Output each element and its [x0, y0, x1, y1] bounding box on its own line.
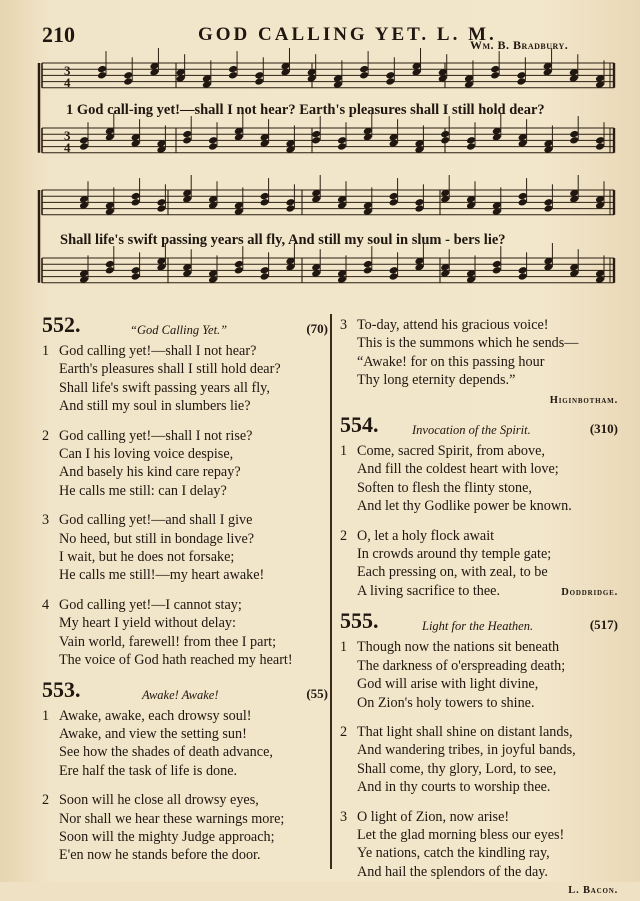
verse-line: Ere half the task of life is done. [59, 762, 238, 779]
note-head [156, 204, 166, 213]
note-head [543, 198, 553, 207]
note-head [466, 136, 476, 145]
stanza [42, 511, 328, 585]
verse-line: Though now the nations sit beneath [357, 639, 560, 656]
verse-line: O, let a holy flock await [357, 527, 495, 544]
verse-line: Each pressing on, with zeal, to be [357, 564, 548, 581]
note-head [131, 198, 141, 207]
verse-line: God will arise with light divine, [357, 676, 539, 693]
verse-line: To-day, attend his gracious voice! [357, 317, 549, 333]
verse-line: Shall come, thy glory, Lord, to see, [357, 760, 557, 777]
note-head [208, 142, 218, 151]
hymn-number: 553. [42, 676, 81, 702]
note-head [569, 136, 579, 145]
note-head [385, 71, 395, 80]
note-head [79, 142, 89, 151]
verse-number: 2 [340, 723, 348, 740]
verse-line: Shall life's swift passing years all fly, [59, 379, 270, 396]
note-head [285, 204, 295, 213]
verse-line: The voice of God hath reached my heart! [59, 652, 293, 669]
stanza [42, 427, 328, 501]
note-head [569, 130, 579, 139]
verse-number: 2 [42, 792, 50, 809]
verse-number: 4 [42, 596, 50, 613]
hymn-title: “God Calling Yet.” [130, 323, 228, 337]
hymn-code: (310) [589, 421, 618, 437]
verse-line: O light of Zion, now arise! [357, 808, 510, 825]
verse-line: God calling yet!—shall I not hear? [59, 343, 257, 359]
hymn-title: Invocation of the Spirit. [412, 423, 531, 438]
note-head [490, 71, 500, 80]
hymn-header [340, 412, 618, 442]
time-signature: 4 [64, 140, 71, 155]
verse-line: And in thy courts to worship thee. [357, 779, 551, 796]
note-head [254, 77, 264, 86]
verse-line: Soon will he close all drowsy eyes, [59, 792, 259, 809]
stanza [340, 527, 618, 601]
note-head [156, 198, 166, 207]
hymn-552 [42, 312, 328, 670]
hymn-number: 552. [42, 312, 81, 337]
hymn-554 [340, 412, 618, 600]
note-head [492, 266, 502, 275]
note-head [518, 266, 528, 275]
hymn-code: (517) [589, 617, 618, 633]
stanza [42, 596, 328, 670]
verse-number: 2 [42, 427, 50, 444]
note-head [260, 272, 270, 281]
note-head [105, 260, 115, 269]
verse-number: 1 [340, 639, 348, 656]
verse-line: He calls me still!—my heart awake! [59, 567, 265, 584]
note-head [285, 198, 295, 207]
music-score [0, 0, 640, 310]
verse-line: Soften to flesh the flinty stone, [357, 479, 532, 496]
stanza [340, 442, 618, 516]
note-head [359, 71, 369, 80]
verse-line: In crowds around thy temple gate; [357, 546, 552, 563]
verse-number: 2 [340, 527, 348, 544]
note-head [182, 130, 192, 139]
verse-line: Awake, awake, each drowsy soul! [59, 707, 252, 724]
hymn-code: (70) [306, 321, 328, 336]
verse-line: Ye nations, catch the kindling ray, [357, 845, 550, 862]
stanza [340, 808, 618, 882]
verse-line: “Awake! for on this passing hour [357, 353, 545, 370]
verse-number: 1 [340, 443, 348, 460]
note-head [79, 136, 89, 145]
verse-line: And wandering tribes, in joyful bands, [357, 742, 576, 759]
verse-number: 3 [42, 512, 50, 529]
verse-line: And hail the splendors of the day. [357, 863, 548, 880]
note-head [311, 130, 321, 139]
tune-title: GOD CALLING YET. L. M. [198, 24, 497, 45]
verse-number: 1 [42, 707, 50, 724]
stanza [340, 723, 618, 797]
verse-line: E'en now he stands before the door. [59, 847, 261, 864]
note-head [337, 136, 347, 145]
verse-line: My heart I yield without delay: [59, 615, 236, 632]
hymn-555 [340, 608, 618, 900]
stanza [42, 707, 328, 781]
hymn-author: L. Bacon. [568, 885, 618, 897]
verse-line: Earth's pleasures shall I still hold dear? [59, 361, 281, 378]
page-number: 210 [42, 22, 75, 47]
verse-number: 1 [42, 343, 50, 359]
note-head [490, 65, 500, 74]
note-head [492, 260, 502, 269]
verse-line: The darkness of o'erspreading death; [357, 657, 566, 674]
verse-number: 3 [340, 317, 348, 333]
hymn-553 [42, 676, 328, 865]
note-head [595, 142, 605, 151]
verse-line: Awake, and view the setting sun! [59, 725, 247, 742]
note-head [516, 71, 526, 80]
note-head [389, 266, 399, 275]
note-head [337, 142, 347, 151]
hymn-title: Awake! Awake! [142, 687, 219, 702]
note-head [260, 266, 270, 275]
note-head [228, 71, 238, 80]
note-head [234, 260, 244, 269]
verse-line: This is the summons which he sends— [357, 335, 579, 352]
verse-line-text: A living sacrifice to thee. [357, 582, 501, 599]
note-head [228, 65, 238, 74]
note-head [260, 192, 270, 201]
time-signature: 3 [64, 128, 71, 143]
verse-line: Vain world, farewell! from thee I part; [59, 633, 277, 650]
composer-credit: Wm. B. Bradbury. [470, 38, 569, 52]
note-head [359, 65, 369, 74]
note-head [389, 192, 399, 201]
note-head [131, 192, 141, 201]
verse-number: 3 [340, 808, 348, 825]
note-head [389, 272, 399, 281]
hymn-author: Doddridge. [561, 586, 618, 598]
verse-line: God calling yet!—shall I not rise? [59, 427, 253, 444]
hymn-number: 554. [340, 412, 379, 438]
note-head [123, 77, 133, 86]
note-head [363, 266, 373, 275]
verse-line: He calls me still: can I delay? [59, 482, 227, 499]
verse-line: No heed, but still in bondage live? [59, 530, 255, 547]
note-head [131, 266, 141, 275]
verse-line: Come, sacred Spirit, from above, [357, 443, 545, 460]
note-head [254, 71, 264, 80]
hymn-header [340, 608, 618, 638]
note-head [182, 136, 192, 145]
hymn-header [42, 676, 328, 707]
hymn-header [42, 312, 328, 342]
hymn-number: 555. [340, 608, 379, 634]
verse-line: And let thy Godlike power be known. [357, 498, 572, 515]
verse-line: Can I his loving voice despise, [59, 446, 234, 463]
note-head [518, 198, 528, 207]
stanza [340, 316, 618, 390]
note-head [105, 266, 115, 275]
hymn-code: (55) [306, 685, 328, 701]
time-signature: 4 [64, 75, 71, 90]
verse-line: And basely his kind care repay? [59, 464, 241, 481]
verse-line: See how the shades of death advance, [59, 744, 273, 761]
verse-line: Thy long eternity depends.” [357, 372, 516, 389]
note-head [518, 192, 528, 201]
score-lyric-line-1: 1 God call-ing yet!—shall I not hear? Earth's pleasures shall I still hold dear? [66, 102, 545, 118]
staff-lines [39, 63, 614, 283]
note-head [595, 136, 605, 145]
stanza [42, 342, 328, 416]
note-head [414, 198, 424, 207]
note-head [131, 272, 141, 281]
note-head [208, 136, 218, 145]
note-head [543, 204, 553, 213]
verse-line: And still my soul in slumbers lie? [59, 398, 251, 415]
note-head [97, 65, 107, 74]
note-head [518, 272, 528, 281]
left-column [42, 312, 328, 876]
note-head [363, 260, 373, 269]
right-column [340, 316, 618, 901]
note-head [260, 198, 270, 207]
column-divider [330, 314, 332, 869]
verse-line: I wait, but he does not forsake; [59, 549, 235, 566]
note-head [311, 136, 321, 145]
note-head [466, 142, 476, 151]
note-head [389, 198, 399, 207]
verse-line: That light shall shine on distant lands, [357, 723, 573, 740]
note-head [516, 77, 526, 86]
verse-line: God calling yet!—and shall I give [59, 512, 253, 529]
verse-line: Let the glad morning bless our eyes! [357, 826, 565, 843]
note-head [440, 136, 450, 145]
score-lyric-line-2: Shall life's swift passing years all fly, And still my soul in slum - bers lie? [60, 232, 506, 248]
note-head [414, 204, 424, 213]
time-signature: 3 [64, 63, 71, 78]
note-head [234, 266, 244, 275]
note-head [385, 77, 395, 86]
verse-line: And fill the coldest heart with love; [357, 461, 559, 478]
hymn-author: Higinbotham. [549, 394, 618, 406]
verse-line: God calling yet!—I cannot stay; [59, 596, 242, 613]
note-head [440, 130, 450, 139]
hymn-title: Light for the Heathen. [422, 619, 534, 634]
verse-line: On Zion's holy towers to shine. [357, 694, 535, 711]
note-head [123, 71, 133, 80]
verse-line: Soon will the mighty Judge approach; [59, 828, 275, 845]
note-head [97, 71, 107, 80]
verse-line: Nor shall we hear these warnings more; [59, 810, 285, 827]
verse-line [340, 582, 618, 600]
stanza [42, 791, 328, 865]
stanza [340, 638, 618, 712]
